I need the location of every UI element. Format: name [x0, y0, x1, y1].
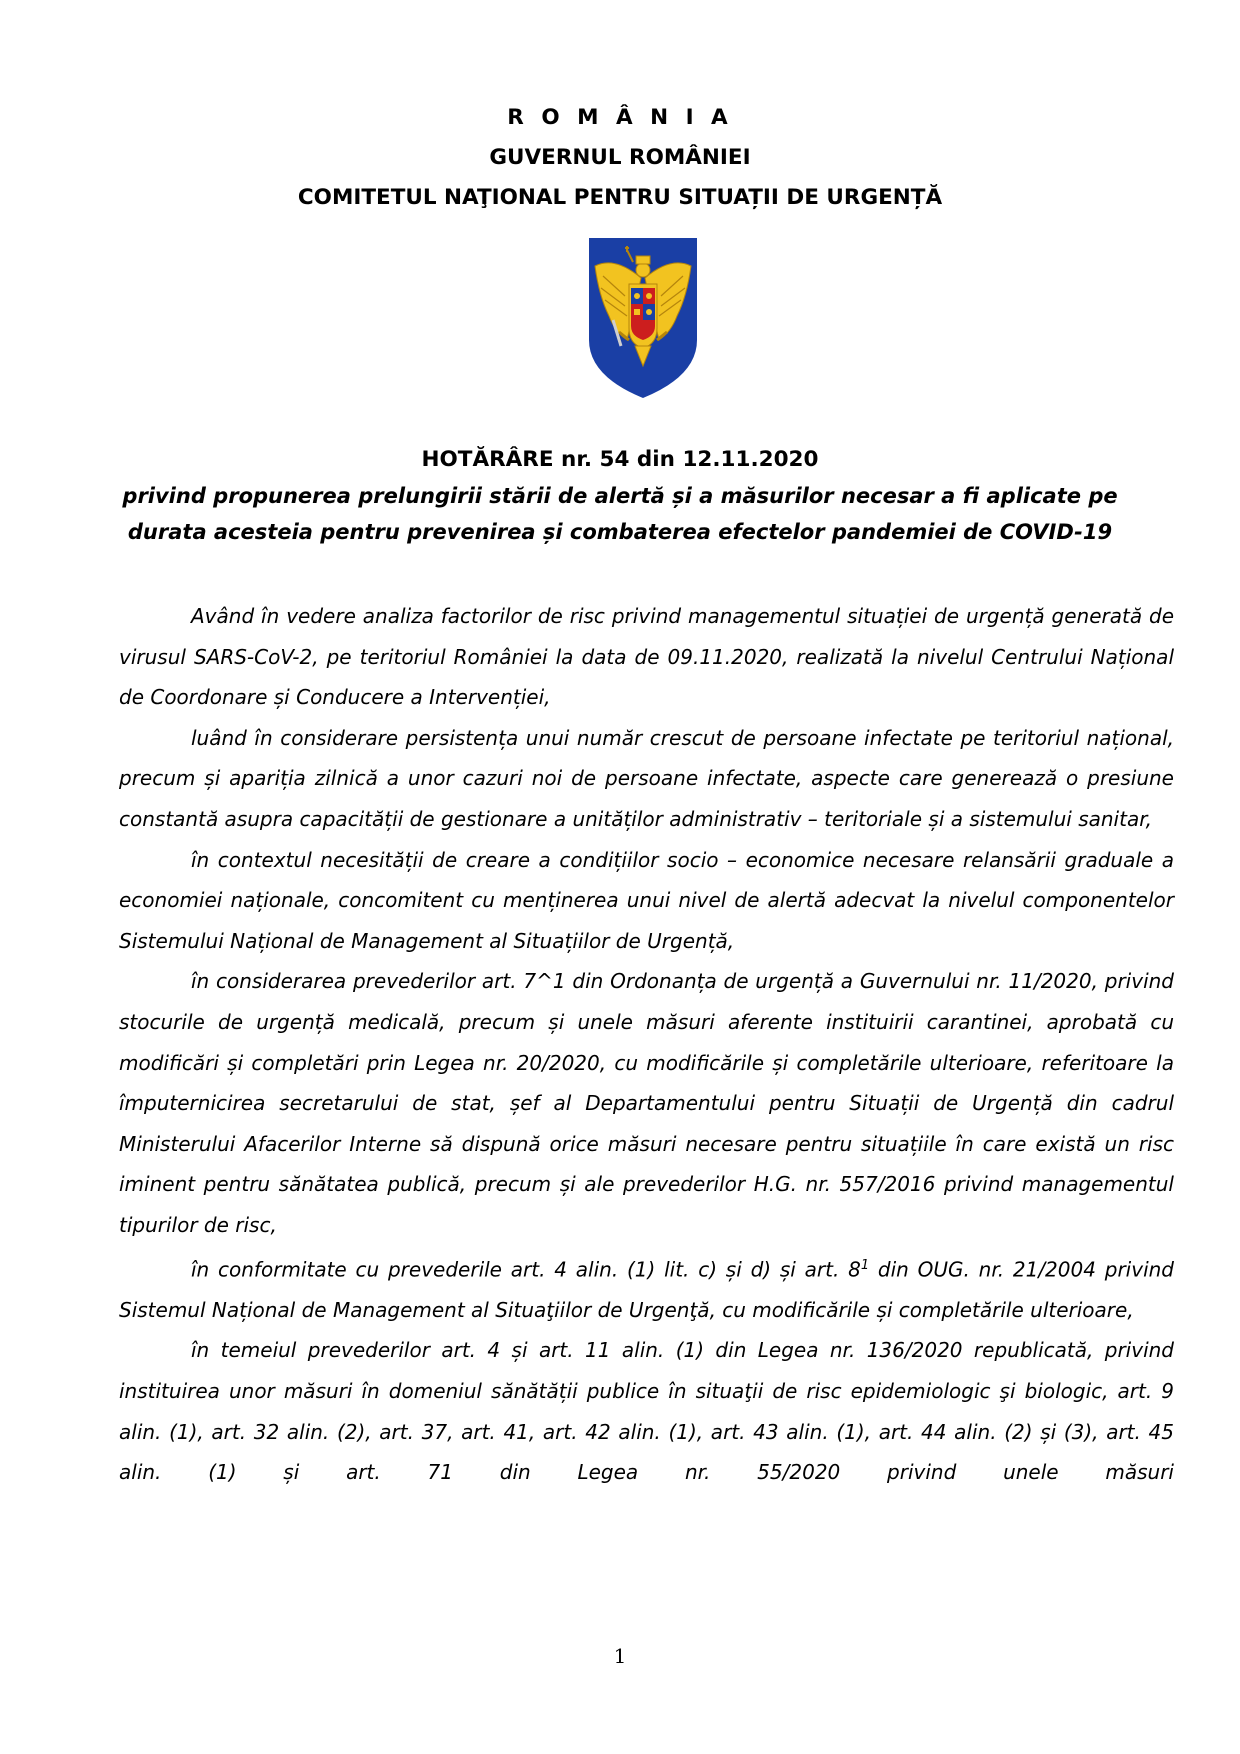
paragraph-5-text-cont: din OUG. nr. 21/2004 privind Sistemul Național de Management al Situaţiilor de Urgenţă, cu modificările și completările ulterioare,	[119, 1257, 1174, 1322]
paragraph-2: luând în considerare persistența unui număr crescut de persoane infectate pe teritoriul național, precum și apariția zilnică a unor cazuri noi de persoane infectate, aspecte care generează o presiune constantă asupra capacității de gestionare a unităților administrativ – teritoriale și a sistemului sanitar,	[119, 725, 1174, 831]
paragraph-1: Având în vedere analiza factorilor de risc privind managementul situației de urgență generată de virusul SARS-CoV-2, pe teritoriul României la data de 09.11.2020, realizată la nivelul Centrului Național de Coordonare și Conducere a Intervenției,	[119, 604, 1174, 710]
decision-subtitle-line-1: privind propunerea prelungirii stării de alertă și a măsurilor necesar a fi aplicate pe	[122, 484, 1118, 508]
paragraph-4: în considerarea prevederilor art. 7^1 din Ordonanța de urgență a Guvernului nr. 11/2020, privind stocurile de urgență medicală, precum și unele măsuri aferente instituirii carantinei, aprobată cu modificări și completări prin Legea nr. 20/2020, cu modificările și completările ulterioare, referitoare la împuternicirea secretarului de stat, șef al Departamentului pentru Situații de Urgență din cadrul Ministerului Afacerilor Interne să dispună orice măsuri necesare pentru situațiile în care există un risc iminent pentru sănătatea publică, precum și ale prevederilor H.G. nr. 557/2016 privind managementul tipurilor de risc,	[119, 969, 1174, 1237]
document-body	[119, 596, 1174, 1493]
government-heading: GUVERNUL ROMÂNIEI	[489, 145, 751, 170]
page-number: 1	[613, 1644, 627, 1668]
coat-of-arms-emblem	[585, 236, 701, 400]
paragraph-3: în contextul necesității de creare a condițiilor socio – economice necesare relansării graduale a economiei naționale, concomitent cu menținerea unui nivel de alertă adecvat la nivelul componentelor Sistemului Național de Management al Situațiilor de Urgență,	[119, 847, 1174, 953]
decision-title: HOTĂRÂRE nr. 54 din 12.11.2020	[421, 447, 819, 472]
paragraph-6: în temeiul prevederilor art. 4 și art. 11 alin. (1) din Legea nr. 136/2020 republicată, privind instituirea unor măsuri în domeniul sănătății publice în situaţii de risc epidemiologic şi biologic, art. 9 alin. (1), art. 32 alin. (2), art. 37, art. 41, art. 42 alin. (1), art. 43 alin. (1), art. 44 alin. (2) și (3), art. 45 alin. (1) și art. 71 din Legea nr. 55/2020 privind unele măsuri	[119, 1338, 1174, 1485]
paragraph-5-text: în conformitate cu prevederile art. 4 alin. (1) lit. c) și d) și art. 8	[191, 1257, 861, 1282]
superscript-one: 1	[860, 1257, 870, 1273]
country-heading: R O M Â N I A	[507, 105, 733, 130]
committee-heading: COMITETUL NAŢIONAL PENTRU SITUAȚII DE URGENȚĂ	[297, 185, 943, 210]
decision-subtitle-line-2: durata acesteia pentru prevenirea și combaterea efectelor pandemiei de COVID-19	[127, 520, 1113, 544]
paragraph-5	[119, 1246, 1174, 1331]
